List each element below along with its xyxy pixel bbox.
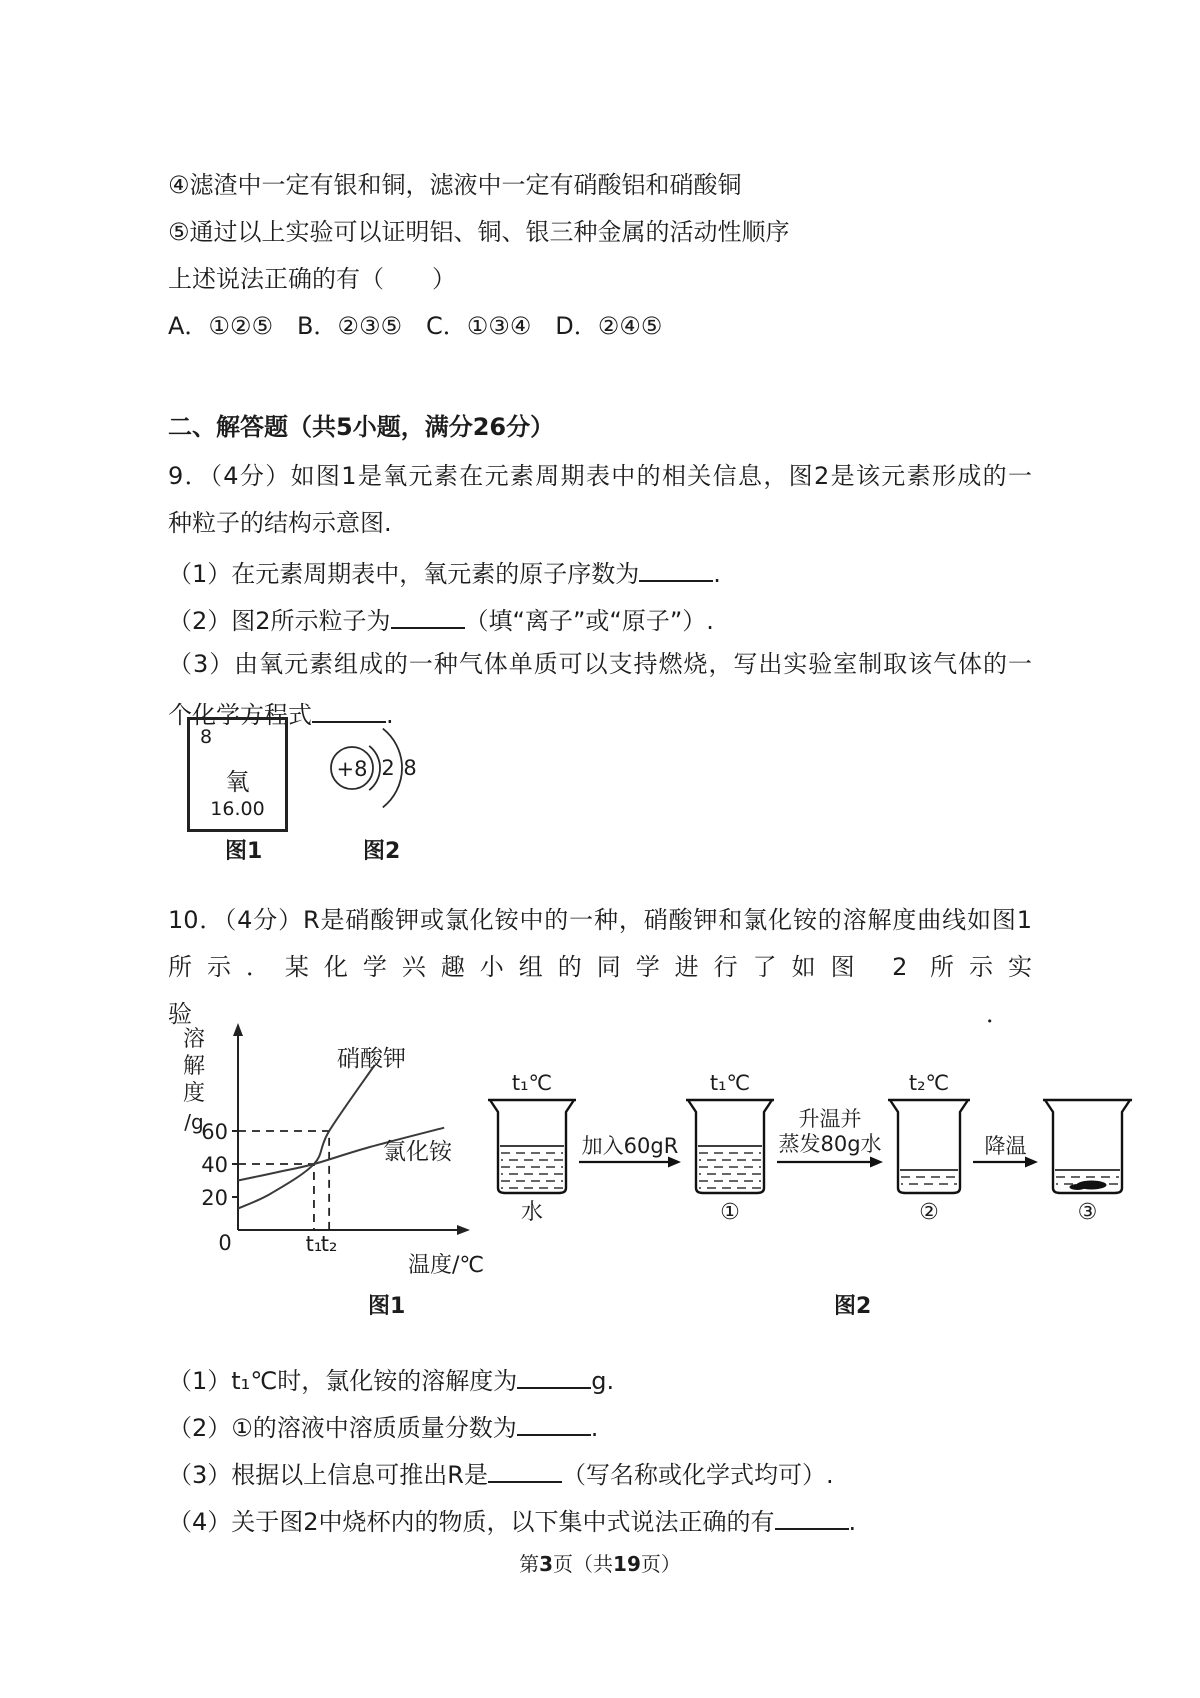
process-arrow-label: 加入60gR [581,1134,679,1158]
q9-fig2-caption: 图2 [363,839,401,864]
electron-shell-1 [369,746,380,790]
process-arrow-label: 蒸发80g水 [778,1132,882,1156]
q9-sub3-text: 个化学方程式 [168,701,312,730]
q9-sub1-text: （1）在元素周期表中，氧元素的原子序数为 [168,560,640,589]
page-footer [0,1548,1200,1577]
process-arrow-head [1025,1157,1038,1168]
origin-label: 0 [218,1231,232,1255]
q9-sub2-blank [391,602,465,629]
q10-sub4-blank [775,1503,849,1530]
q10-sub2 [168,1409,1032,1443]
q10-sub4-text: （4）关于图2中烧杯内的物质，以下集中式说法正确的有 [168,1508,775,1537]
q9-sub1 [168,555,1032,589]
process-arrow-label: 降温 [984,1134,1027,1158]
process-arrow-label: 升温并 [798,1107,862,1131]
ylabel-text: 溶解度 [182,1027,205,1106]
beaker-experiment-diagram [455,1058,1145,1233]
footer-page-number: 3 [539,1552,554,1576]
footer-post: 页） [640,1552,681,1576]
q10-stem-line3-period: ． [986,1000,1010,1028]
q10-sub2-period: . [590,1414,599,1443]
process-arrow-head [870,1157,883,1168]
nucleus-charge: +8 [336,757,368,781]
ylabel-unit: /g [184,1110,204,1134]
footer-pre: 第 [519,1552,540,1576]
q9-fig1-caption: 图1 [225,839,263,864]
q10-sub3 [168,1456,1032,1490]
q10-sub1-text: （1）t₁℃时，氯化铵的溶解度为 [168,1367,518,1396]
q9-sub2 [168,602,1032,636]
q9-stem-line2: 种粒子的结构示意图. [168,509,392,537]
series-label: 氯化铵 [383,1139,452,1165]
solubility-chart [165,1022,475,1267]
q9-sub3-period: . [386,701,394,730]
chart-x-axis-label: 温度/℃ [408,1253,485,1278]
q9-sub2-text: （2）图2所示粒子为 [168,607,391,636]
q9-sub3-blank [312,696,386,723]
q9-sub3-line1: （3）由氧元素组成的一种气体单质可以支持燃烧，写出实验室制取该气体的一 [168,650,1032,678]
y-axis-arrow [233,1023,243,1036]
series-label: 硝酸钾 [337,1046,406,1072]
beaker-temp-label: t₁℃ [709,1071,751,1095]
beaker-temp-label: t₁℃ [511,1071,553,1095]
beaker-outline [888,1100,970,1193]
beaker-caption: ② [919,1200,939,1225]
atomic-mass: 16.00 [210,798,265,820]
q8-statement-4: ④滤渣中一定有银和铜，滤液中一定有硝酸铝和硝酸铜 [168,171,742,199]
process-arrow-head [668,1157,681,1168]
q9-stem-line1: 9．（4分）如图1是氧元素在元素周期表中的相关信息，图2是该元素形成的一 [168,462,1032,490]
solid-precipitate [1070,1184,1086,1190]
q8-statement-5: ⑤通过以上实验可以证明铝、铜、银三种金属的活动性顺序 [168,218,790,246]
x-tick-label: t₁ [305,1232,323,1256]
shell1-electrons: 2 [381,756,395,780]
y-tick-label: 40 [201,1153,228,1177]
x-tick-label: t₂ [320,1232,338,1256]
q9-sub2-suffix: （填“离子”或“原子”）. [464,607,714,636]
element-name: 氧 [225,768,250,796]
atom-structure-diagram [318,723,438,823]
q10-stem-line1: 10．（4分）R是硝酸钾或氯化铵中的一种，硝酸钾和氯化铵的溶解度曲线如图1 [168,906,1032,934]
q10-sub1-blank [517,1362,591,1389]
q10-sub2-blank [517,1409,591,1436]
beaker-caption: ① [720,1200,740,1225]
y-tick-label: 20 [201,1186,228,1210]
element-card-oxygen [187,717,288,832]
footer-mid: 页（共 [553,1552,614,1576]
q9-sub3-line2 [168,696,1032,730]
q10-sub4 [168,1503,1032,1537]
shell2-electrons: 8 [403,756,417,780]
atomic-number: 8 [200,726,213,748]
q8-options: A．①②⑤ B．②③⑤ C．①③④ D．②④⑤ [168,312,663,340]
beaker-caption: ③ [1077,1200,1098,1225]
q10-stem-line2: 所示．某化学兴趣小组的同学进行了如图 2 所示实 [168,953,1032,981]
q10-sub1-suffix: g. [591,1367,615,1396]
q10-fig1-caption: 图1 [368,1294,406,1319]
q10-sub2-text: （2）①的溶液中溶质质量分数为 [168,1414,517,1443]
y-tick-label: 60 [201,1120,228,1144]
q10-sub3-blank [488,1456,562,1483]
q8-prompt: 上述说法正确的有（ ） [168,265,456,293]
guide-dashed-line [238,1131,329,1230]
q10-stem-line3-char: 验 [168,1000,192,1028]
curve-硝酸钾 [238,1065,375,1209]
beaker-outline [1043,1100,1132,1193]
q9-sub1-blank [639,555,713,582]
footer-total-pages: 19 [613,1552,641,1576]
q10-sub1 [168,1362,1032,1396]
q10-sub4-period: . [848,1508,857,1537]
q10-sub3-suffix: （写名称或化学式均可）. [561,1461,834,1490]
beaker-temp-label: t₂℃ [908,1071,950,1095]
q9-sub1-period: . [713,560,721,589]
beaker-caption: 水 [520,1200,544,1225]
q10-fig2-caption: 图2 [834,1294,872,1319]
section-2-header: 二、解答题（共5小题，满分26分） [168,413,555,441]
q10-sub3-text: （3）根据以上信息可推出R是 [168,1461,488,1490]
